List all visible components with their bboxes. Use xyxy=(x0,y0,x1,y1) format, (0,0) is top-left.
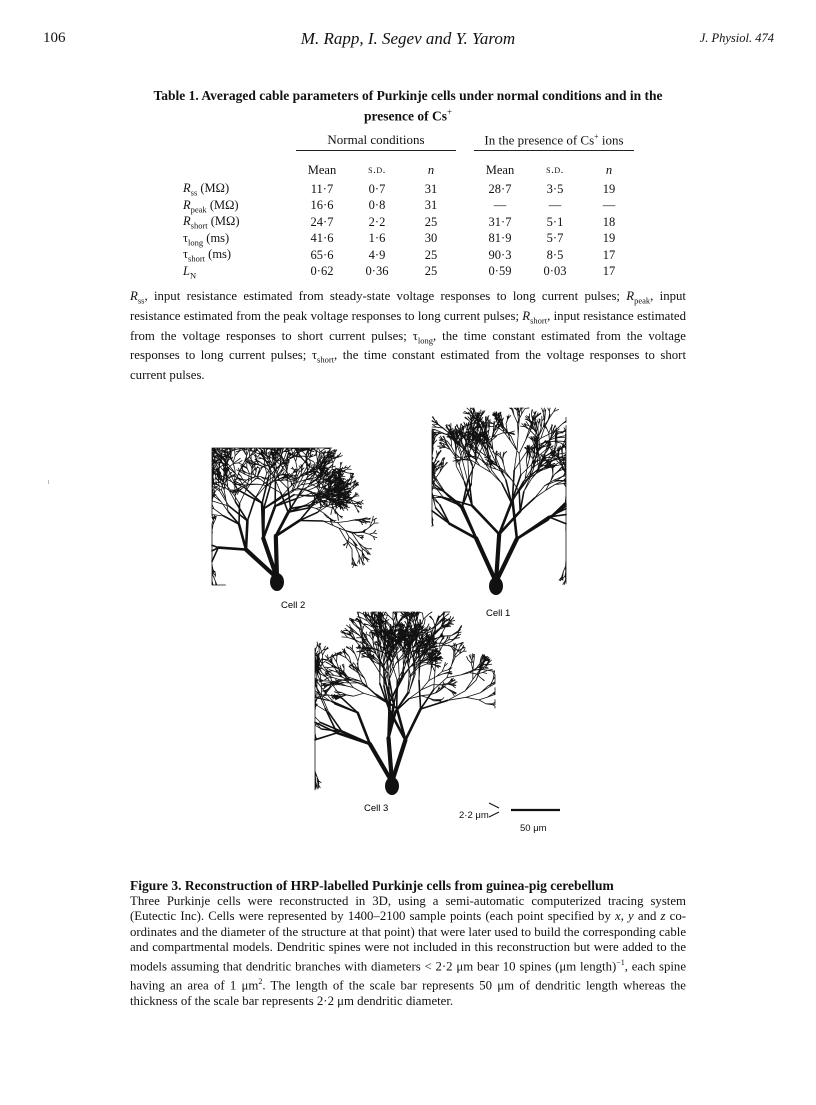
dendrite-trunk xyxy=(499,503,511,534)
table-cell: 8·5 xyxy=(546,247,564,262)
table-cell: 25 xyxy=(424,247,438,262)
dendrite-trunk xyxy=(506,480,512,503)
table-cell: 18 xyxy=(602,214,616,229)
dendrite-trunk xyxy=(224,516,239,524)
table-cell: 5·1 xyxy=(546,214,564,229)
dendrite-trunk xyxy=(392,740,405,782)
dendrite-trunk xyxy=(236,502,248,521)
col-sd: s.d. xyxy=(546,164,564,176)
table-cell: 17 xyxy=(602,264,616,279)
row-label: $L_N$ xyxy=(183,263,197,280)
purkinje-cell-3-drawing xyxy=(315,612,495,795)
table-cell: 0·7 xyxy=(368,181,386,196)
dendrite-trunk xyxy=(397,681,398,708)
table-cell: 0·62 xyxy=(310,264,334,279)
table-cell: — xyxy=(493,198,507,213)
page-number: 106 xyxy=(43,30,66,46)
table-cell: 25 xyxy=(424,264,438,279)
table-cell: 30 xyxy=(424,231,438,246)
dendrite-trunk xyxy=(476,538,496,582)
purkinje-cell-1-drawing xyxy=(432,408,566,595)
table-cell: 31 xyxy=(424,181,438,196)
table-cell: 0·8 xyxy=(368,198,386,213)
dendrite-trunk xyxy=(315,733,337,740)
dendrite-trunk xyxy=(239,504,240,525)
soma xyxy=(489,577,503,595)
cell-1-label: Cell 1 xyxy=(486,608,511,619)
table-cell: — xyxy=(548,198,562,213)
journal-reference: J. Physiol. 474 xyxy=(699,31,774,45)
table-cell: 81·9 xyxy=(488,231,512,246)
scale-length-label: 50 μm xyxy=(520,823,547,834)
table-footnote: $R_{ss}$, input resistance estimated from steady-state voltage responses to long current pulses; $R_{peak}$, input resistance estimated from the peak voltage responses to long current pulses; $R_{short}$, input resistance estimated from the voltage responses to short current pulses; $\tau_{long}$, the time constant estimated from the voltage responses to long current pulses; $\tau_{short}$, the time constant estimated from the voltage responses to short current pulses. xyxy=(130,289,687,382)
group-header-cs-sup: + xyxy=(594,131,599,141)
dendrite-trunk xyxy=(247,499,254,521)
dendrite-trunk xyxy=(472,506,499,534)
table-cell: 31 xyxy=(424,198,438,213)
running-head-authors: M. Rapp, I. Segev and Y. Yarom xyxy=(300,29,516,48)
table-cell: 11·7 xyxy=(310,181,334,196)
table-caption-text: Table 1. Averaged cable parameters of Purkinje cells under normal conditions and in the presence of Cs xyxy=(153,88,663,124)
table-cell: 2·2 xyxy=(368,214,386,229)
dendrite-branches xyxy=(212,448,378,585)
table-cell: 25 xyxy=(424,214,438,229)
soma xyxy=(270,573,284,591)
table-cell: — xyxy=(602,198,616,213)
table-caption-sup: + xyxy=(446,107,453,117)
table-cell: 41·6 xyxy=(310,231,334,246)
row-label: $\tau_{short}$ (ms) xyxy=(183,247,232,264)
col-sd: s.d. xyxy=(368,164,386,176)
table-cell: 5·7 xyxy=(546,231,564,246)
dendrite-trunk xyxy=(218,548,246,550)
dendrite-trunk xyxy=(519,492,520,512)
table-cell: 4·9 xyxy=(368,247,386,262)
table-cell: 90·3 xyxy=(488,247,512,262)
dendrite-trunk xyxy=(229,506,247,521)
figure-caption-title: Figure 3. Reconstruction of HRP-labelled Purkinje cells from guinea-pig cerebellum xyxy=(130,878,614,893)
purkinje-cell-2-drawing xyxy=(212,448,378,591)
table-cell: 1·6 xyxy=(368,231,386,246)
table-cell: 0·59 xyxy=(488,264,512,279)
col-mean: Mean xyxy=(485,162,515,177)
table-cell: 16·6 xyxy=(310,198,334,213)
group-header-cs-text: In the presence of Cs xyxy=(484,132,595,148)
dendrite-trunk xyxy=(342,698,358,712)
table-cell: 0·03 xyxy=(543,264,567,279)
row-label: $R_{short}$ (MΩ) xyxy=(183,214,240,231)
group-header-normal: Normal conditions xyxy=(327,132,425,147)
table-cell: 28·7 xyxy=(488,181,512,196)
dendrite-trunk xyxy=(335,704,358,713)
group-header-cs-tail: ions xyxy=(598,132,624,148)
figure-caption: Figure 3. Reconstruction of HRP-labelled Purkinje cells from guinea-pig cerebellum Three Purkinje cells were reconstructed in 3D, using a semi-automatic computerized tracing system (Eutectic Inc). Cells were represented by 1400–2100 sample points (each point specified by x, y and z co-ordinates and the diameter of the structure at that point) that were later used to build the corresponding cable and compartmental models. Dendritic spines were not included in this reconstruction but were added to the models assuming that dendritic branches with diameters < 2·2 μm bear 10 spines (μm length)$^{-1}$, each spine having an area of 1 $\mu m^2$. The length of the scale bar represents 50 μm of dendritic length whereas the thickness of the scale bar represents 2·2 μm dendritic diameter. xyxy=(130,878,686,1008)
cell-3-label: Cell 3 xyxy=(364,803,389,814)
scale-arrow-upper xyxy=(489,803,499,808)
col-n: n xyxy=(605,162,613,177)
table-cell: 31·7 xyxy=(488,214,512,229)
table-cell: 3·5 xyxy=(546,181,564,196)
table-cell: 19 xyxy=(602,181,616,196)
row-label: $R_{ss}$ (MΩ) xyxy=(183,181,230,198)
row-label: $\tau_{long}$ (ms) xyxy=(183,230,230,247)
dendrite-trunk xyxy=(419,680,421,709)
table-cell: 0·36 xyxy=(365,264,389,279)
col-mean: Mean xyxy=(307,162,337,177)
table-cell: 24·7 xyxy=(310,214,334,229)
table-cell: 19 xyxy=(602,231,616,246)
row-label: $R_{peak}$ (MΩ) xyxy=(183,197,239,214)
scale-arrow-lower xyxy=(489,812,499,817)
dendrite-trunk xyxy=(549,517,566,524)
scale-thickness-label: 2·2 μm xyxy=(459,810,489,821)
dendrite-trunk xyxy=(246,521,247,550)
dendrite-trunk xyxy=(405,709,420,740)
dendrite-trunk xyxy=(300,521,323,522)
dendrite-trunk xyxy=(276,536,277,578)
soma xyxy=(385,777,399,795)
table-cell: 17 xyxy=(602,247,616,262)
table-cell: 65·6 xyxy=(310,247,334,262)
scale-bar xyxy=(489,803,560,817)
dendrite-trunk xyxy=(263,506,275,538)
dendrite-trunk xyxy=(239,524,246,549)
cell-2-label: Cell 2 xyxy=(281,600,306,611)
dendrite-trunk xyxy=(517,517,549,539)
dendrite-branches xyxy=(315,612,495,790)
col-n: n xyxy=(427,162,435,177)
